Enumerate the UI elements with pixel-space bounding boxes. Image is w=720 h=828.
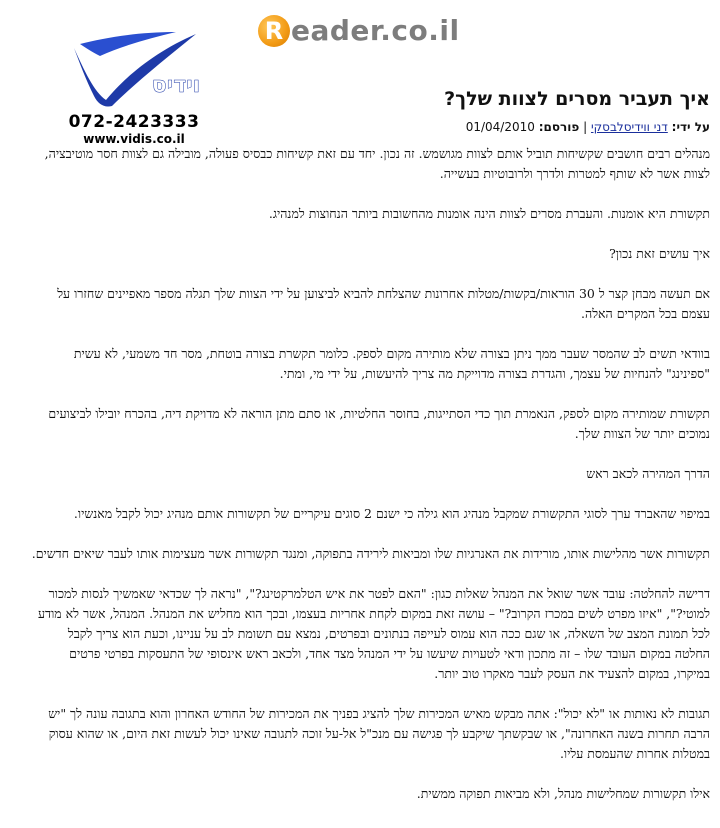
author-label: על ידי: <box>671 120 710 134</box>
article-paragraph: אם תעשה מבחן קצר ל 30 הוראות/בקשות/מטלות אחרונות שהצלחת להביא לביצוען על ידי הצוות שלך תגלה מספר מאפיינים שחזרו על עצמם בכל המקרים האלה. <box>57 286 710 321</box>
byline-separator: | <box>583 120 588 134</box>
article-paragraph: תקשורת היא אומנות. והעברת מסרים לצוות הינה אומנות מהחשובות ביותר הנחוצות למנהיג. <box>268 206 710 221</box>
reader-logo-r-icon: R <box>258 15 290 47</box>
article-title: איך תעביר מסרים לצוות שלך? <box>444 88 710 110</box>
article-paragraph: אילו תקשורות שמחלישות מנהל, ולא מביאות תפוקה ממשית. <box>416 786 710 801</box>
author-link[interactable]: דני ווידיסלבסקי <box>590 120 668 134</box>
article-paragraph: איך עושים זאת נכון? <box>609 246 710 261</box>
article <box>30 88 710 824</box>
byline <box>30 120 710 134</box>
article-paragraph: במיפוי שהאברד ערך לסוגי התקשורת שמקבל מנהיג הוא גילה כי ישנם 2 סוגים עיקריים של תקשורות אותם מנהיג יכול לקבל מאנשיו. <box>73 506 710 521</box>
article-paragraph: תגובות לא נאותות או "לא יכול": אתה מבקש מאיש המכירות שלך להציג בפניך את המכירות של החודש האחרון והוא בתגובה עונה לך "יש הרבה תחרות בשנה האחרונה", או שבקשתך שיקבע לך פגישה עם מנכ"ל אל-על זוכה לתגובה שאינו יכול לעשות זאת היום, או שהוא עסוק במטלות אחרות שהעמסת עליו. <box>48 706 710 761</box>
article-paragraph: תקשורת שמותירה מקום לספק, הנאמרת תוך כדי הסתייגות, בחוסר החלטיות, או סתם מתן הוראה לא מדויקת דיה, בהכרח יובילו לביצועים נמוכים יותר של הצוות שלך. <box>48 406 710 441</box>
reader-logo[interactable] <box>258 14 460 47</box>
article-paragraph: דרישה להחלטה: עובד אשר שואל את המנהל שאלות כגון: "האם לפטר את איש הטלמרקטינג?", "נראה לך שכדאי שאמשיך לנסות למכור למוטי?", "איזו מפרט לשים במכרז הקרוב?" – עושה זאת במקום לקחת אחריות בעצמו, ובכך הוא מחליש את המנהל. המנהל, אשר לא מודע לכל תמונת המצב של השאלה, או שגם ככה הוא עמוס לעייפה בנתונים ובפרטים, נמצא עם תשומת לב על עניינו, וכעת הוא צריך לקבל החלטה במקום העובד שלו – זה מתכון ודאי לטעויות שיעשו על ידי המנהל מצד אחד, ולכאב ראש אינסופי של התעסקות בפרטי פרטים במיקרו, במקום להצעיד את העסק לעבר מאקרו טוב יותר. <box>37 586 710 681</box>
reader-logo-text: eader.co.il <box>291 14 460 47</box>
article-paragraph: מנהלים רבים חושבים שקשיחות תוביל אותם לצוות מגושמש. זה נכון. יחד עם זאת קשיחות כבסיס פעולה, מובילה גם לצוות חסר מוטיבציה, לצוות אשר לא שותף למטרות ולדרך ולרובוטיות בעשייה. <box>44 146 710 181</box>
article-paragraph: בוודאי תשים לב שהמסר שעבר ממך ניתן בצורה שלא מותירה מקום לספק. כלומר תקשרת בצורה בוטחת, מסר חד משמעי, לא עשית "ספינינג" להנחיות של עצמך, והגדרת בצורה מדוייקת מה צריך להיעשות, על ידי מי, ומתי. <box>73 346 710 381</box>
vidis-website: www.vidis.co.il <box>83 132 185 146</box>
vidis-brand-text: וידיס <box>151 73 201 98</box>
published-date: 01/04/2010 <box>465 120 535 134</box>
published-label: פורסם: <box>538 120 580 134</box>
article-paragraph: תקשורות אשר מהלישות אותו, מורידות את האנרגיות שלו ומביאות לירידה בתפוקה, ומנגד תקשורות אשר מעצימות אותו לעבר שיאים חדשים. <box>31 546 710 561</box>
article-paragraph: הדרך המהירה לכאב ראש <box>586 466 710 481</box>
vidis-phone: 072-2423333 <box>68 112 200 132</box>
